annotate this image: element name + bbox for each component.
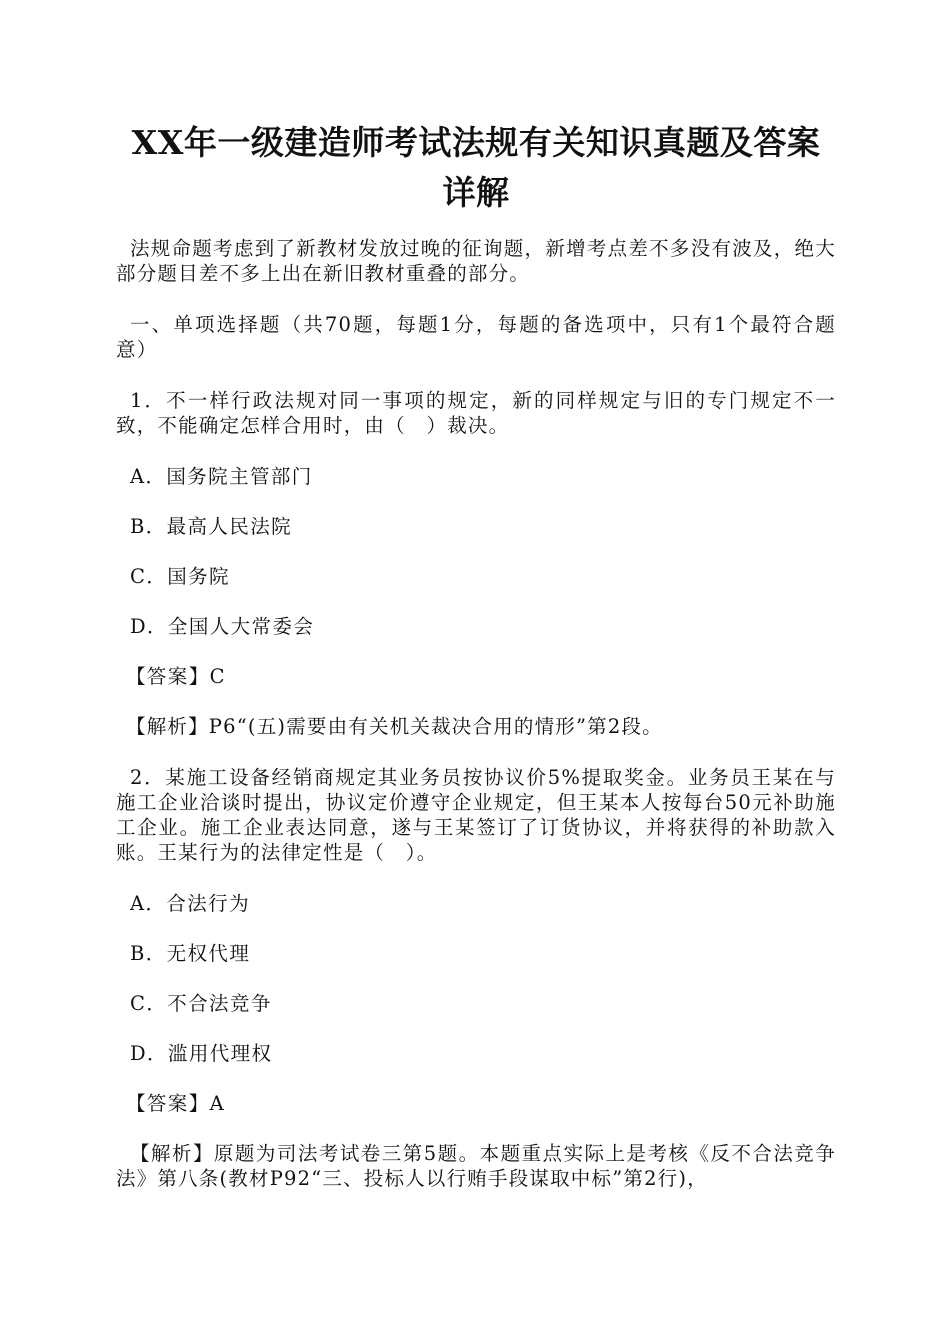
analysis-paragraph: 【解析】P6“(五)需要由有关机关裁决合用的情形”第2段。: [126, 715, 663, 738]
analysis-paragraph: 【解析】原题为司法考试卷三第5题。本题重点实际上是考核《反不合法竞争法》第八条(教材P92“三、投标人以行贿手段谋取中标”第2行)，: [116, 1142, 836, 1190]
question-stem: 1．不一样行政法规对同一事项的规定，新的同样规定与旧的专门规定不一致，不能确定怎样合用时，由（ ）裁决。: [116, 389, 836, 437]
intro-paragraph: 法规命题考虑到了新教材发放过晚的征询题，新增考点差不多没有波及，绝大部分题目差不多上出在新旧教材重叠的部分。: [116, 237, 836, 285]
document-title: XX年一级建造师考试法规有关知识真题及答案详解: [131, 123, 821, 212]
question-stem: 2．某施工设备经销商规定其业务员按协议价5%提取奖金。业务员王某在与施工企业洽谈时提出，协议定价遵守企业规定，但王某本人按每台50元补助施工企业。施工企业表达同意，遂与王某签订了订货协议，并将获得的补助款入账。王某行为的法律定性是（ ）。: [116, 766, 836, 864]
option-c: C．不合法竞争: [130, 992, 272, 1015]
question-1: [116, 388, 836, 739]
section-heading: 一、单项选择题（共70题，每题1分，每题的备选项中，只有1个最符合题意）: [116, 313, 836, 361]
option-b: B．无权代理: [130, 942, 251, 965]
option-a: A．合法行为: [130, 892, 250, 915]
option-d: D．滥用代理权: [130, 1042, 273, 1065]
option-b: B．最高人民法院: [130, 515, 293, 538]
question-2: [116, 765, 836, 1191]
document-page: [116, 118, 836, 1217]
option-c: C．国务院: [130, 565, 230, 588]
option-a: A．国务院主管部门: [130, 465, 313, 488]
answer-line: 【答案】C: [126, 665, 226, 688]
option-d: D．全国人大常委会: [130, 615, 315, 638]
answer-line: 【答案】A: [126, 1092, 226, 1115]
